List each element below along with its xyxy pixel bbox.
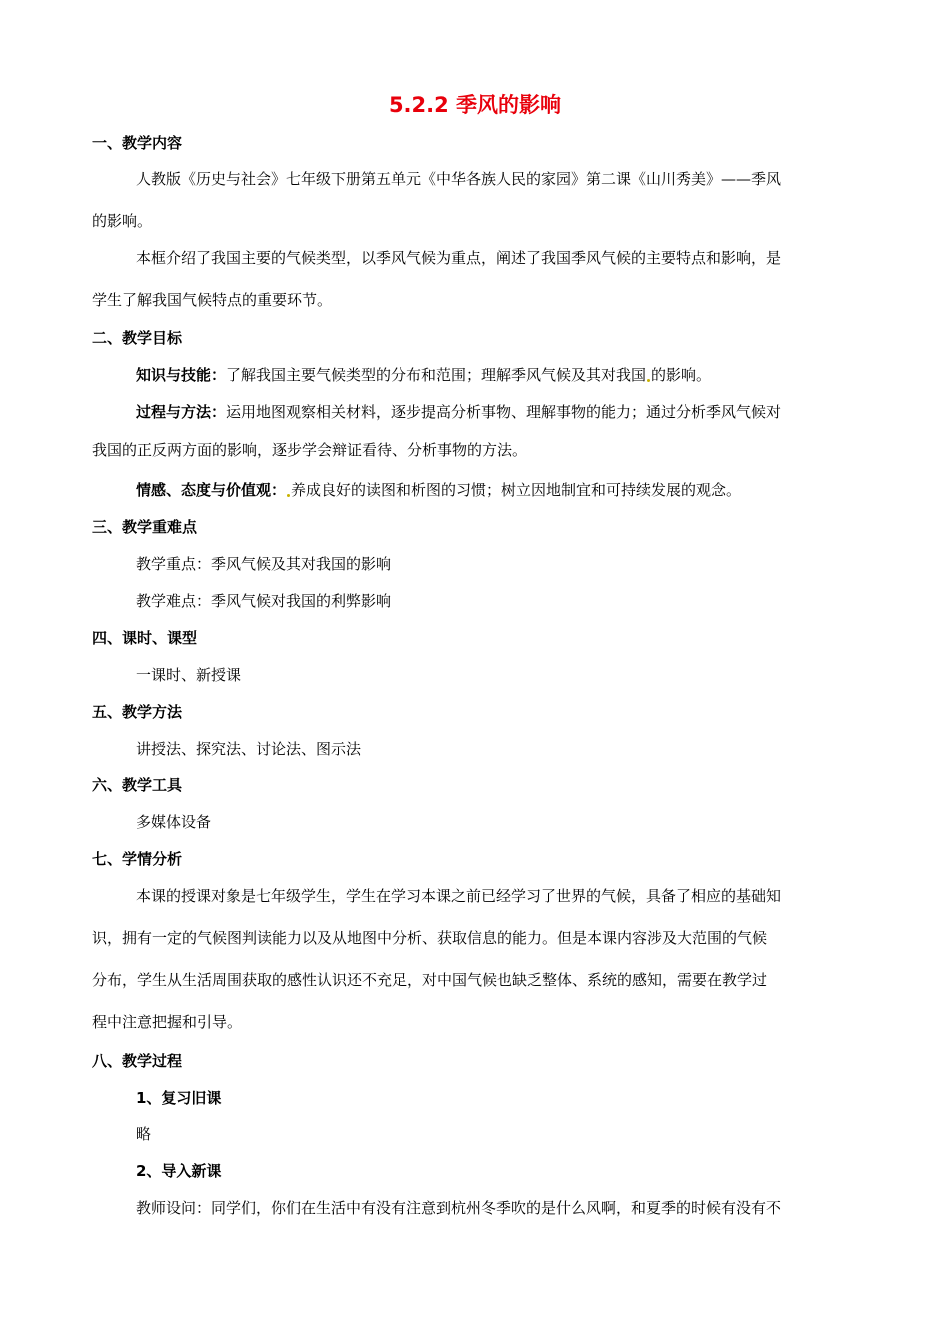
paragraph-teaching-content-2 xyxy=(92,247,860,311)
paragraph-line: 学生了解我国气候特点的重要环节。 xyxy=(92,291,333,309)
teaching-tools-text: 多媒体设备 xyxy=(136,813,212,831)
class-hours-text: 一课时、新授课 xyxy=(136,666,242,684)
step-intro-title: 2、导入新课 xyxy=(136,1162,222,1180)
step-intro-text xyxy=(92,1197,860,1219)
section-heading-teaching-goals: 二、教学目标 xyxy=(92,329,183,347)
goal-process-methods xyxy=(92,401,860,461)
paragraph-student-analysis xyxy=(92,885,860,1033)
goal-label: 情感、态度与价值观： xyxy=(136,481,287,499)
section-heading-teaching-content: 一、教学内容 xyxy=(92,134,183,152)
section-heading-class-hours: 四、课时、课型 xyxy=(92,629,198,647)
section-heading-teaching-process: 八、教学过程 xyxy=(92,1052,183,1070)
paragraph-teaching-content-1 xyxy=(92,168,860,232)
goal-knowledge-skills xyxy=(136,364,711,386)
paragraph-line: 人教版《历史与社会》七年级下册第五单元《中华各族人民的家园》第二课《山川秀美》——季风 xyxy=(136,170,782,188)
paragraph-line: 分布，学生从生活周围获取的感性认识还不充足，对中国气候也缺乏整体、系统的感知，需要在教学过 xyxy=(92,971,768,989)
paragraph-line xyxy=(92,401,860,423)
goal-label: 过程与方法： xyxy=(136,403,227,421)
step-review-title: 1、复习旧课 xyxy=(136,1089,222,1107)
goal-text: 的影响。 xyxy=(651,366,712,384)
key-point-text: 教学重点：季风气候及其对我国的影响 xyxy=(136,555,392,573)
difficult-point-text: 教学难点：季风气候对我国的利弊影响 xyxy=(136,592,392,610)
paragraph-line: 的影响。 xyxy=(92,212,153,230)
marker-dot-icon xyxy=(287,494,290,497)
goal-text: 运用地图观察相关材料，逐步提高分析事物、理解事物的能力；通过分析季风气候对 xyxy=(226,403,782,421)
section-heading-student-analysis: 七、学情分析 xyxy=(92,850,183,868)
section-heading-key-difficult-points: 三、教学重难点 xyxy=(92,518,198,536)
goal-emotion-values xyxy=(136,479,741,501)
step-review-text: 略 xyxy=(136,1125,152,1143)
marker-dot-icon xyxy=(647,379,650,382)
paragraph-line: 本课的授课对象是七年级学生，学生在学习本课之前已经学习了世界的气候，具备了相应的基础知 xyxy=(136,887,782,905)
section-heading-teaching-tools: 六、教学工具 xyxy=(92,776,183,794)
goal-text: 了解我国主要气候类型的分布和范围；理解季风气候及其对我国 xyxy=(226,366,647,384)
paragraph-line: 教师设问：同学们，你们在生活中有没有注意到杭州冬季吹的是什么风啊，和夏季的时候有没有不 xyxy=(136,1199,782,1217)
document-title: 5.2.2 季风的影响 xyxy=(388,93,562,117)
paragraph-line: 识，拥有一定的气候图判读能力以及从地图中分析、获取信息的能力。但是本课内容涉及大范围的气候 xyxy=(92,929,768,947)
section-heading-teaching-methods: 五、教学方法 xyxy=(92,703,183,721)
paragraph-line: 我国的正反两方面的影响，逐步学会辩证看待、分析事物的方法。 xyxy=(92,441,528,459)
goal-label: 知识与技能： xyxy=(136,366,227,384)
paragraph-line: 程中注意把握和引导。 xyxy=(92,1013,243,1031)
paragraph-line: 本框介绍了我国主要的气候类型，以季风气候为重点，阐述了我国季风气候的主要特点和影响，是 xyxy=(136,249,782,267)
teaching-methods-text: 讲授法、探究法、讨论法、图示法 xyxy=(136,740,362,758)
goal-text: 养成良好的读图和析图的习惯；树立因地制宜和可持续发展的观念。 xyxy=(291,481,742,499)
